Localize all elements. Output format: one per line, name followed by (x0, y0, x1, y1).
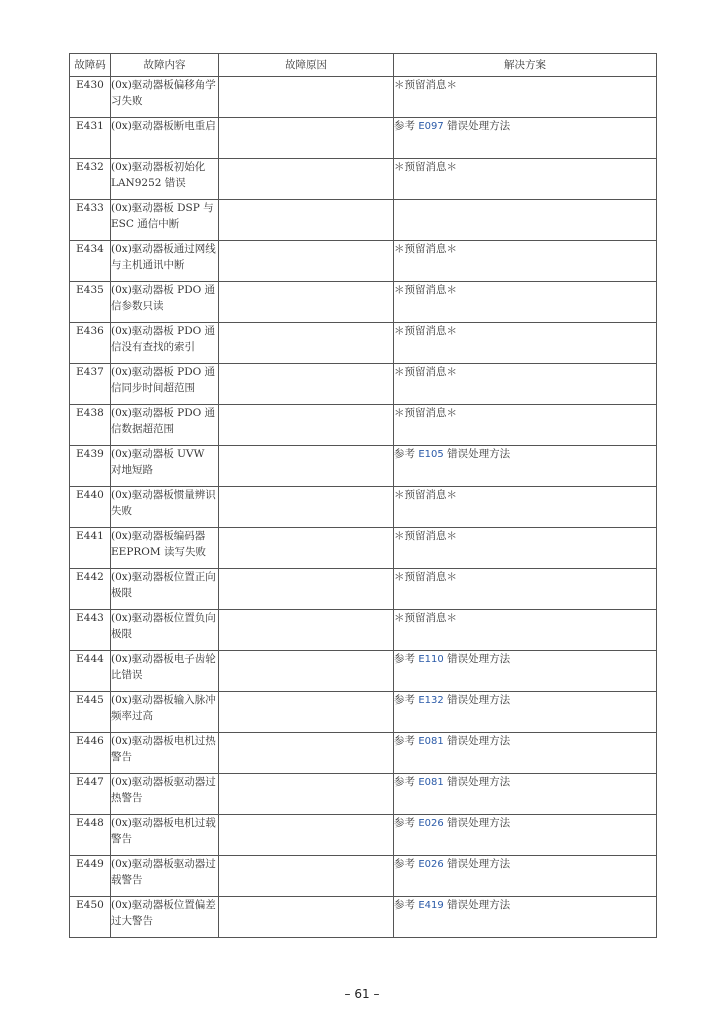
fault-solution-cell (394, 692, 657, 733)
table-row (70, 405, 657, 446)
fault-content-cell: (0x)驱动器板 DSP 与ESC 通信中断 (111, 200, 219, 241)
solution-prefix: 参考 (394, 858, 419, 870)
solution-prefix: 参考 (394, 817, 419, 829)
solution-suffix: 错误处理方法 (443, 694, 511, 706)
fault-reason-cell (219, 610, 394, 651)
table-header-row (70, 54, 657, 77)
solution-text: ＊预留消息＊ (394, 366, 457, 378)
fault-reason-cell (219, 569, 394, 610)
solution-prefix: 参考 (394, 120, 419, 132)
fault-content-cell: (0x)驱动器板偏移角学习失败 (111, 77, 219, 118)
fault-code-cell: E448 (70, 815, 111, 856)
fault-code-cell: E449 (70, 856, 111, 897)
fault-code-cell: E450 (70, 897, 111, 938)
fault-solution-cell (394, 446, 657, 487)
table-row (70, 897, 657, 938)
fault-content-cell: (0x)驱动器板电机过载警告 (111, 815, 219, 856)
table-row (70, 815, 657, 856)
fault-solution-cell (394, 856, 657, 897)
fault-code-cell: E440 (70, 487, 111, 528)
solution-reference-link[interactable]: E026 (418, 859, 444, 870)
fault-code-cell: E433 (70, 200, 111, 241)
fault-content-cell: (0x)驱动器板 PDO 通信没有查找的索引 (111, 323, 219, 364)
fault-reason-cell (219, 815, 394, 856)
fault-content-cell: (0x)驱动器板惯量辨识失败 (111, 487, 219, 528)
solution-text: ＊预留消息＊ (394, 325, 457, 337)
fault-solution-cell (394, 364, 657, 405)
fault-content-cell: (0x)驱动器板位置偏差过大警告 (111, 897, 219, 938)
fault-content-cell: (0x)驱动器板电子齿轮比错误 (111, 651, 219, 692)
fault-solution-cell (394, 774, 657, 815)
solution-suffix: 错误处理方法 (443, 653, 511, 665)
fault-reason-cell (219, 856, 394, 897)
solution-text: ＊预留消息＊ (394, 79, 457, 91)
fault-code-table (69, 53, 657, 938)
fault-solution-cell (394, 815, 657, 856)
fault-solution-cell (394, 733, 657, 774)
fault-reason-cell (219, 364, 394, 405)
fault-reason-cell (219, 405, 394, 446)
fault-solution-cell (394, 200, 657, 241)
solution-prefix: 参考 (394, 899, 419, 911)
fault-content-cell: (0x)驱动器板断电重启 (111, 118, 219, 159)
fault-reason-cell (219, 118, 394, 159)
fault-reason-cell (219, 159, 394, 200)
fault-content-cell: (0x)驱动器板 UVW 对地短路 (111, 446, 219, 487)
table-row (70, 77, 657, 118)
table-row (70, 569, 657, 610)
solution-text: ＊预留消息＊ (394, 489, 457, 501)
fault-solution-cell (394, 528, 657, 569)
table-row (70, 282, 657, 323)
solution-prefix: 参考 (394, 653, 419, 665)
fault-code-cell: E436 (70, 323, 111, 364)
fault-reason-cell (219, 733, 394, 774)
solution-reference-link[interactable]: E081 (418, 777, 444, 788)
solution-prefix: 参考 (394, 448, 419, 460)
fault-solution-cell (394, 651, 657, 692)
fault-content-cell: (0x)驱动器板编码器 EEPROM 读写失败 (111, 528, 219, 569)
solution-text: ＊预留消息＊ (394, 407, 457, 419)
fault-code-cell: E446 (70, 733, 111, 774)
fault-code-cell: E432 (70, 159, 111, 200)
fault-solution-cell (394, 241, 657, 282)
fault-content-cell: (0x)驱动器板输入脉冲频率过高 (111, 692, 219, 733)
table-row (70, 241, 657, 282)
solution-suffix: 错误处理方法 (443, 817, 511, 829)
fault-code-cell: E435 (70, 282, 111, 323)
table-row (70, 159, 657, 200)
table-row (70, 692, 657, 733)
fault-reason-cell (219, 692, 394, 733)
fault-content-cell: (0x)驱动器板电机过热警告 (111, 733, 219, 774)
table-row (70, 323, 657, 364)
solution-suffix: 错误处理方法 (443, 858, 511, 870)
header-reason: 故障原因 (219, 54, 394, 77)
solution-suffix: 错误处理方法 (443, 120, 511, 132)
table-row (70, 487, 657, 528)
solution-text: ＊预留消息＊ (394, 243, 457, 255)
fault-solution-cell (394, 77, 657, 118)
fault-code-cell: E442 (70, 569, 111, 610)
fault-reason-cell (219, 651, 394, 692)
solution-reference-link[interactable]: E026 (418, 818, 444, 829)
solution-prefix: 参考 (394, 776, 419, 788)
table-row (70, 200, 657, 241)
fault-solution-cell (394, 323, 657, 364)
fault-solution-cell (394, 897, 657, 938)
fault-solution-cell (394, 405, 657, 446)
solution-prefix: 参考 (394, 694, 419, 706)
table-row (70, 774, 657, 815)
table-row (70, 610, 657, 651)
fault-reason-cell (219, 528, 394, 569)
fault-reason-cell (219, 487, 394, 528)
fault-content-cell: (0x)驱动器板位置负向极限 (111, 610, 219, 651)
fault-solution-cell (394, 282, 657, 323)
solution-text: ＊预留消息＊ (394, 571, 457, 583)
fault-solution-cell (394, 610, 657, 651)
solution-suffix: 错误处理方法 (443, 776, 511, 788)
solution-suffix: 错误处理方法 (443, 899, 511, 911)
fault-reason-cell (219, 774, 394, 815)
fault-reason-cell (219, 446, 394, 487)
table-row (70, 651, 657, 692)
fault-solution-cell (394, 487, 657, 528)
fault-code-cell: E434 (70, 241, 111, 282)
solution-reference-link[interactable]: E105 (418, 449, 444, 460)
fault-code-cell: E447 (70, 774, 111, 815)
table-row (70, 446, 657, 487)
solution-reference-link[interactable]: E097 (418, 121, 444, 132)
fault-code-cell: E439 (70, 446, 111, 487)
table-row (70, 733, 657, 774)
fault-code-cell: E445 (70, 692, 111, 733)
fault-solution-cell (394, 159, 657, 200)
fault-code-cell: E443 (70, 610, 111, 651)
solution-text: ＊预留消息＊ (394, 161, 457, 173)
solution-reference-link[interactable]: E081 (418, 736, 444, 747)
fault-code-cell: E437 (70, 364, 111, 405)
table-row (70, 856, 657, 897)
header-code: 故障码 (70, 54, 111, 77)
fault-solution-cell (394, 118, 657, 159)
fault-code-cell: E431 (70, 118, 111, 159)
solution-text: ＊预留消息＊ (394, 612, 457, 624)
solution-reference-link[interactable]: E110 (418, 654, 444, 665)
fault-content-cell: (0x)驱动器板驱动器过热警告 (111, 774, 219, 815)
page-number: – 61 – (344, 987, 380, 1001)
fault-content-cell: (0x)驱动器板 PDO 通信参数只读 (111, 282, 219, 323)
fault-content-cell: (0x)驱动器板初始化 LAN9252 错误 (111, 159, 219, 200)
fault-code-cell: E430 (70, 77, 111, 118)
solution-text: ＊预留消息＊ (394, 284, 457, 296)
fault-reason-cell (219, 897, 394, 938)
fault-reason-cell (219, 282, 394, 323)
fault-reason-cell (219, 77, 394, 118)
solution-suffix: 错误处理方法 (443, 448, 511, 460)
header-solution: 解决方案 (394, 54, 657, 77)
solution-text: ＊预留消息＊ (394, 530, 457, 542)
fault-code-cell: E441 (70, 528, 111, 569)
fault-code-cell: E444 (70, 651, 111, 692)
fault-content-cell: (0x)驱动器板 PDO 通信同步时间超范围 (111, 364, 219, 405)
table-row (70, 364, 657, 405)
solution-suffix: 错误处理方法 (443, 735, 511, 747)
solution-reference-link[interactable]: E132 (418, 695, 444, 706)
solution-prefix: 参考 (394, 735, 419, 747)
fault-reason-cell (219, 241, 394, 282)
fault-code-cell: E438 (70, 405, 111, 446)
fault-solution-cell (394, 569, 657, 610)
solution-reference-link[interactable]: E419 (418, 900, 444, 911)
fault-table-body (70, 77, 657, 938)
fault-content-cell: (0x)驱动器板驱动器过载警告 (111, 856, 219, 897)
table-row (70, 528, 657, 569)
fault-content-cell: (0x)驱动器板 PDO 通信数据超范围 (111, 405, 219, 446)
fault-reason-cell (219, 323, 394, 364)
header-content: 故障内容 (111, 54, 219, 77)
table-row (70, 118, 657, 159)
fault-content-cell: (0x)驱动器板通过网线与主机通讯中断 (111, 241, 219, 282)
fault-reason-cell (219, 200, 394, 241)
fault-content-cell: (0x)驱动器板位置正向极限 (111, 569, 219, 610)
